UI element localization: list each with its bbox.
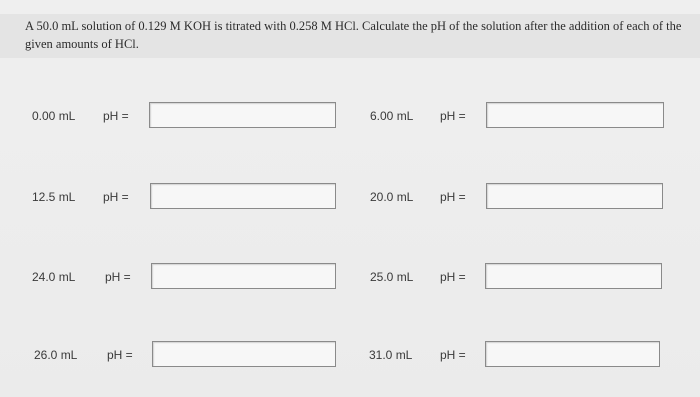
ph-input-26-0ml[interactable] — [152, 341, 336, 367]
volume-label: 24.0 mL — [32, 270, 76, 284]
volume-label: 6.00 mL — [370, 109, 414, 123]
volume-label: 31.0 mL — [369, 348, 413, 362]
ph-input-24-0ml[interactable] — [151, 263, 336, 289]
ph-label: pH = — [440, 270, 466, 284]
ph-input-25-0ml[interactable] — [485, 263, 662, 289]
question-text: A 50.0 mL solution of 0.129 M KOH is titrated with 0.258 M HCl. Calculate the pH of the solution after the addition of each of the given amounts of HCl. — [25, 19, 682, 51]
ph-input-20-0ml[interactable] — [486, 183, 663, 209]
volume-label: 0.00 mL — [32, 109, 76, 123]
ph-input-0-00ml[interactable] — [149, 102, 336, 128]
ph-label: pH = — [103, 109, 129, 123]
ph-label: pH = — [103, 190, 129, 204]
volume-label: 20.0 mL — [370, 190, 414, 204]
ph-label: pH = — [440, 190, 466, 204]
row-4 — [0, 341, 700, 371]
row-1 — [0, 102, 700, 132]
ph-label: pH = — [440, 109, 466, 123]
row-2 — [0, 183, 700, 213]
ph-label: pH = — [105, 270, 131, 284]
volume-label: 12.5 mL — [32, 190, 76, 204]
ph-label: pH = — [107, 348, 133, 362]
row-3 — [0, 263, 700, 293]
volume-label: 25.0 mL — [370, 270, 414, 284]
ph-label: pH = — [440, 348, 466, 362]
ph-input-12-5ml[interactable] — [150, 183, 336, 209]
ph-input-31-0ml[interactable] — [485, 341, 660, 367]
ph-input-6-00ml[interactable] — [486, 102, 664, 128]
volume-label: 26.0 mL — [34, 348, 78, 362]
